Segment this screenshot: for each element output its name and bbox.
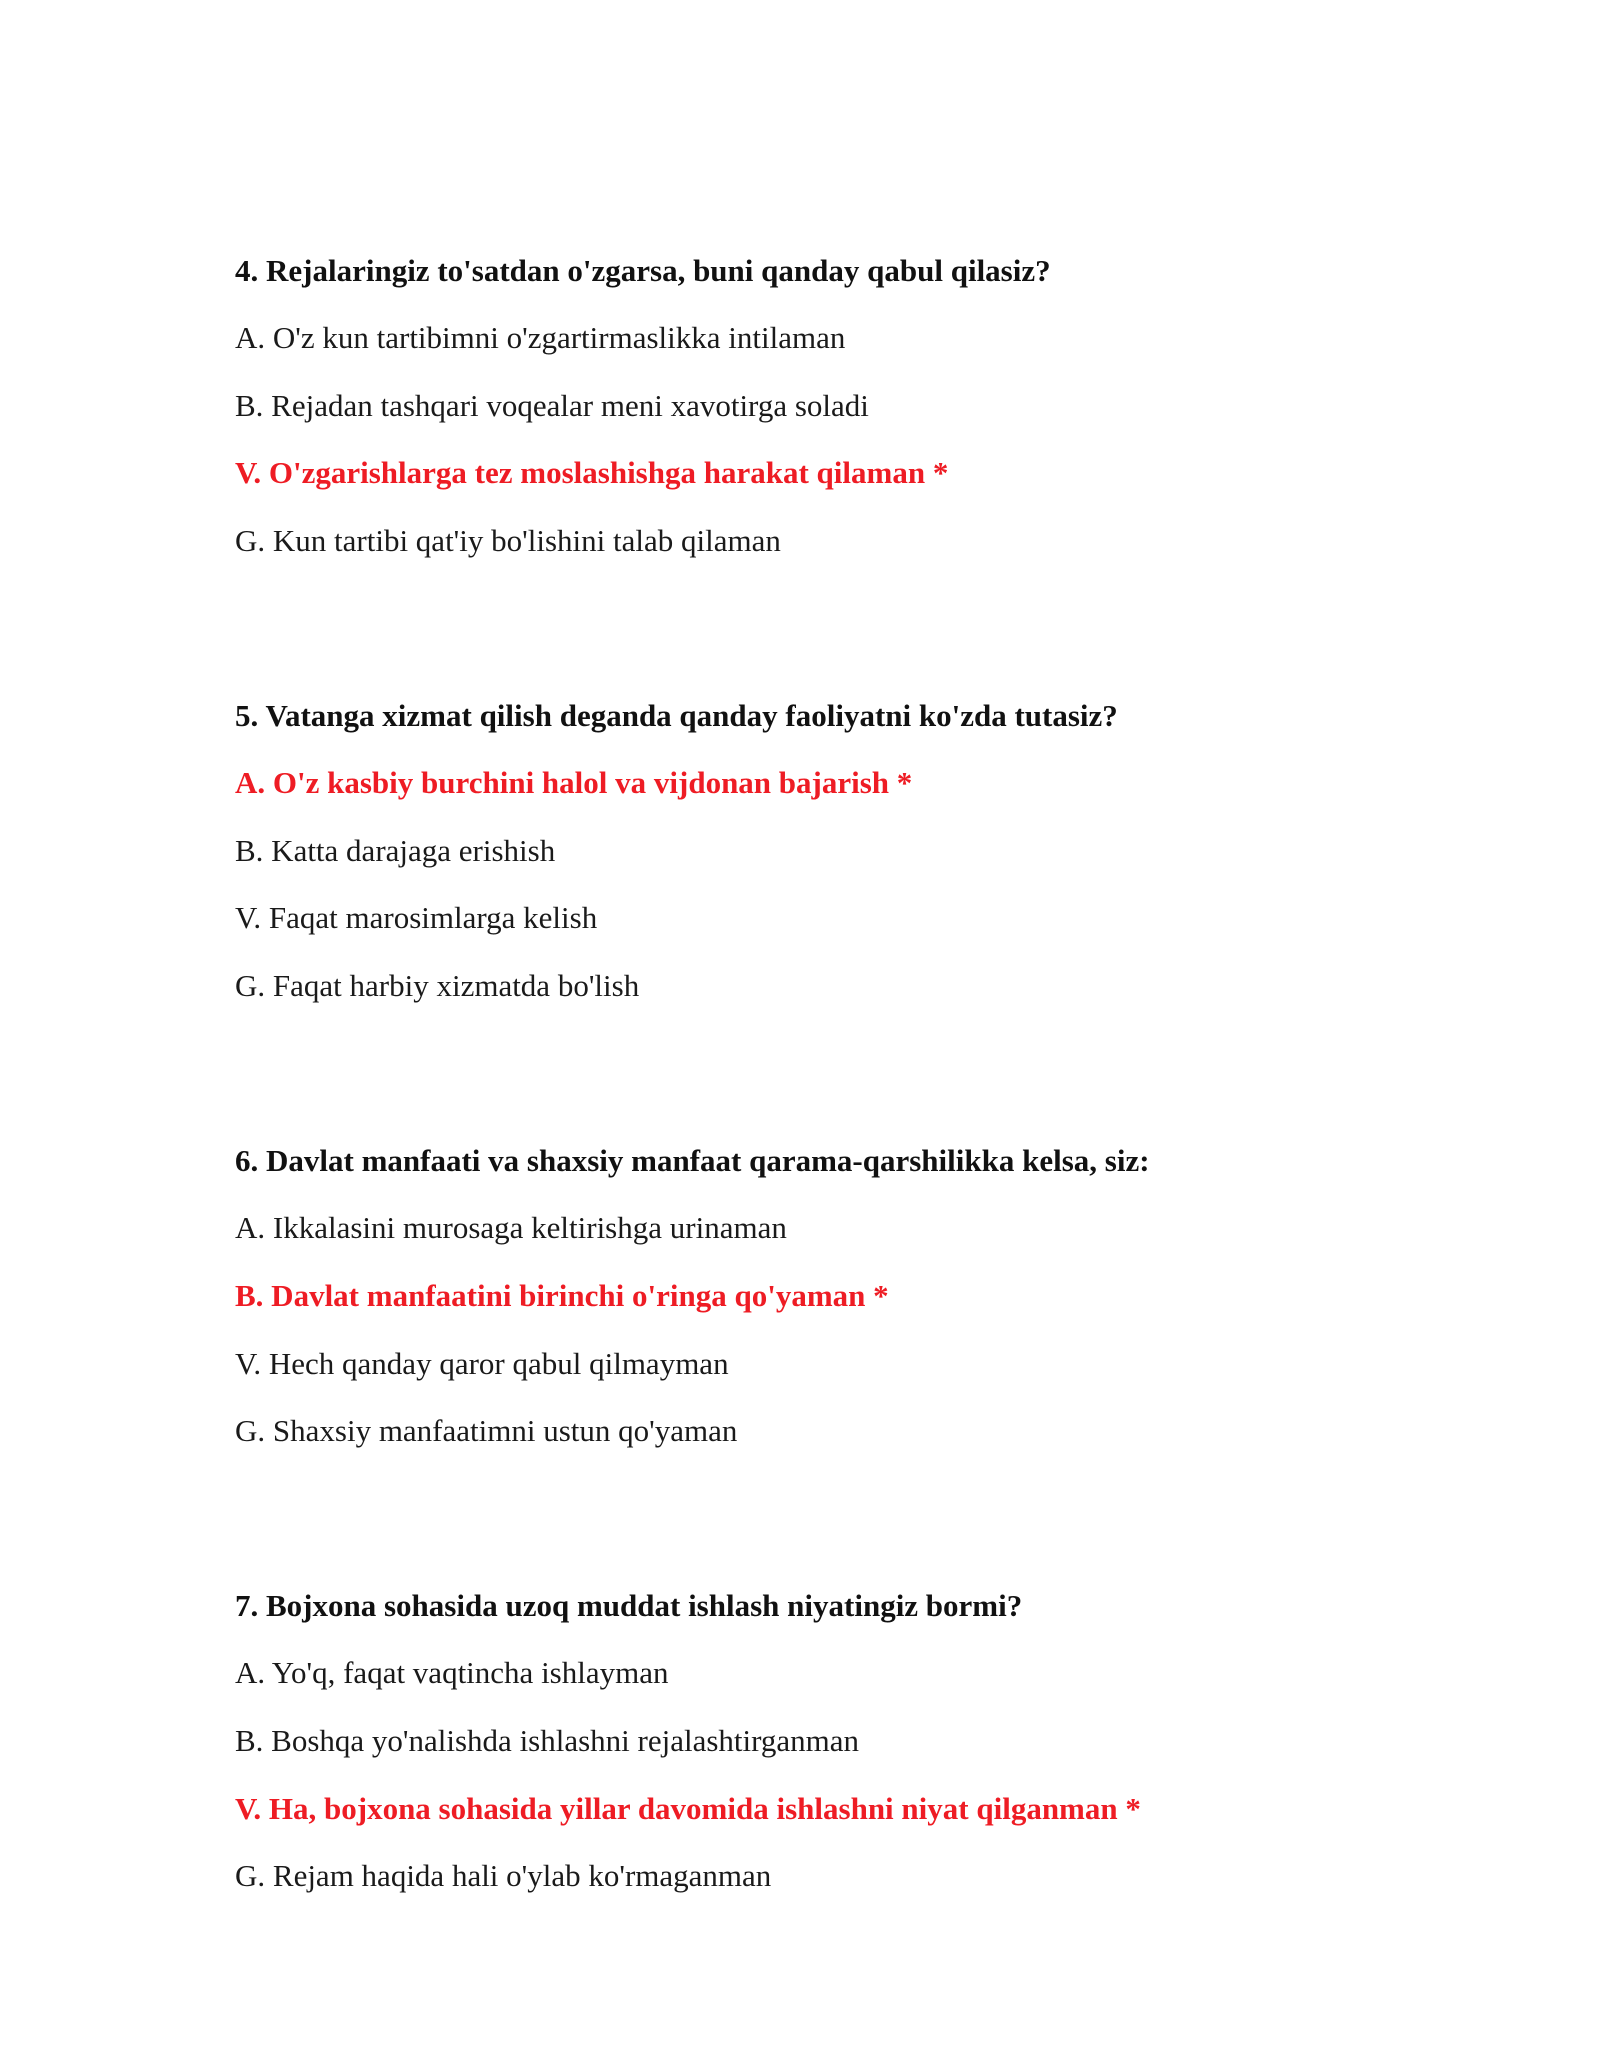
answer-option: B. Rejadan tashqari voqealar meni xavotirga soladi (235, 387, 869, 423)
answer-option: V. Hech qanday qaror qabul qilmayman (235, 1345, 729, 1381)
answer-option: A. O'z kun tartibimni o'zgartirmaslikka intilaman (235, 320, 846, 355)
answer-option: B. Katta darajaga erishish (235, 832, 556, 868)
correct-answer-option: A. O'z kasbiy burchini halol va vijdonan bajarish * (235, 765, 913, 801)
question-block-7 (235, 1586, 1435, 1896)
question-title: 6. Davlat manfaati va shaxsiy manfaat qarama-qarshilikka kelsa, siz: (235, 1143, 1150, 1179)
answer-option: A. Ikkalasini murosaga keltirishga urinaman (235, 1210, 787, 1246)
answer-option: B. Boshqa yo'nalishda ishlashni rejalashtirganman (235, 1722, 860, 1758)
question-title: 5. Vatanga xizmat qilish deganda qanday faoliyatni ko'zda tutasiz? (235, 698, 1118, 734)
question-title: 7. Bojxona sohasida uzoq muddat ishlash niyatingiz bormi? (235, 1588, 1023, 1624)
question-list (235, 251, 1435, 1896)
answer-option: G. Shaxsiy manfaatimni ustun qo'yaman (235, 1413, 738, 1449)
correct-answer-option: V. Ha, bojxona sohasida yillar davomida ishlashni niyat qilganman * (235, 1790, 1141, 1826)
question-title: 4. Rejalaringiz to'satdan o'zgarsa, buni qanday qabul qilasiz? (235, 253, 1051, 288)
question-block-5 (235, 696, 1435, 1006)
answer-option: G. Kun tartibi qat'iy bo'lishini talab qilaman (235, 523, 781, 559)
correct-answer-option: B. Davlat manfaatini birinchi o'ringa qo'yaman * (235, 1277, 889, 1313)
question-block-6 (235, 1141, 1435, 1451)
answer-option: A. Yo'q, faqat vaqtincha ishlayman (235, 1655, 669, 1691)
answer-option: V. Faqat marosimlarga kelish (235, 900, 598, 936)
answer-option: G. Rejam haqida hali o'ylab ko'rmaganman (235, 1858, 772, 1894)
question-block-4 (235, 251, 1435, 561)
correct-answer-option: V. O'zgarishlarga tez moslashishga harakat qilaman * (235, 455, 949, 491)
answer-option: G. Faqat harbiy xizmatda bo'lish (235, 968, 640, 1004)
